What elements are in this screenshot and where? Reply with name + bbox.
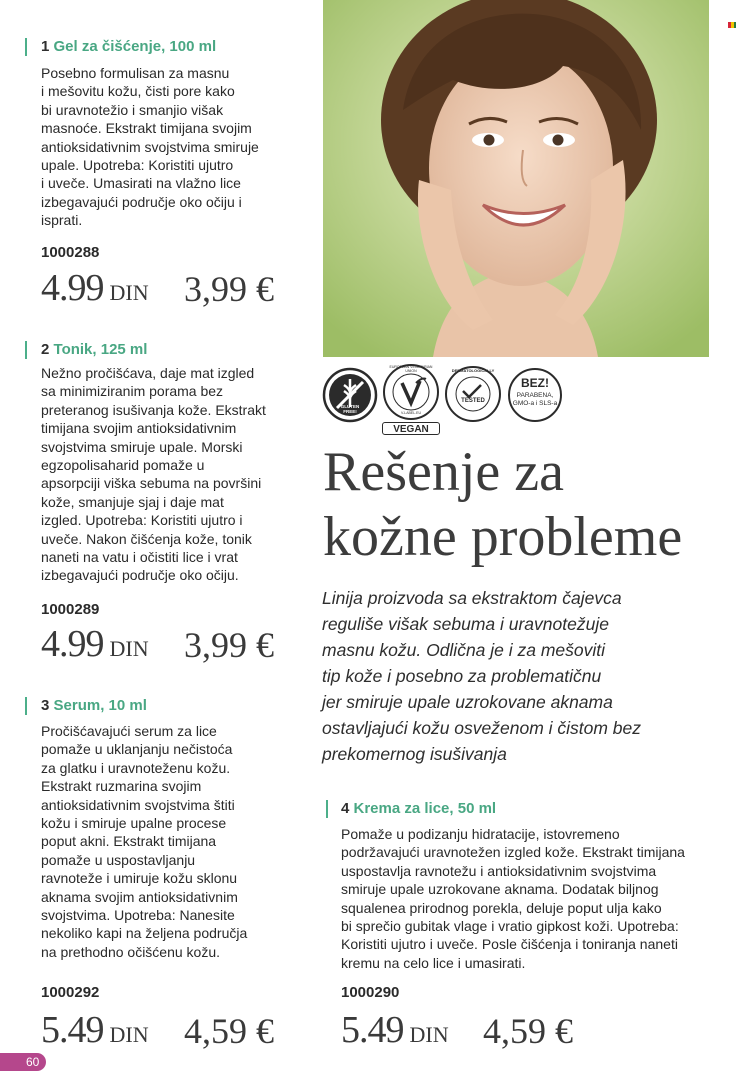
product-4-old-price: 5.49 DIN [341,1009,449,1051]
product-1-title: 1 Gel za čišćenje, 100 ml [41,38,217,55]
accent-bar-2 [25,341,27,359]
accent-bar-4 [326,800,328,818]
product-2-description: Nežno pročišćava, daje mat izgled sa minimiziranim porama bez preteranog isušivanja kože. Ekstrakt timijana svojim antioksidativnim svojstvima smiruje upale. Morski egzopolisaharid pomaže u apsorpciji viška sebuma na površini kože, smanjuje sjaj i daje mat izgled. Upotreba: Koristiti ujutro i uveče. Nakon čišćenja kože, tonik naneti na vatu i očistiti lice i vrat izbegavajući područje oko očiju. [41,365,266,584]
dermatologically-tested-badge: DERMATOLOGICALLY TESTED [444,365,502,423]
product-2-code: 1000289 [41,601,100,618]
page-number: 60 [0,1053,46,1071]
product-4-code: 1000290 [341,984,400,1001]
product-3-name: Serum, 10 ml [53,697,147,714]
product-3-code: 1000292 [41,984,100,1001]
product-1-code: 1000288 [41,244,100,261]
intro-text: Linija proizvoda sa ekstraktom čajevca reguliše višak sebuma i uravnotežuje masnu kožu. Odlična je i za mešoviti tip kože i posebno za problematičnu jer smiruje upale uzrokovane aknama ostavljajući kožu osveženom i čistom bez prekomernog isušivanja [322,588,642,764]
product-3-title: 3 Serum, 10 ml [41,697,147,714]
product-3-description: Pročišćavajući serum za lice pomaže u uklanjanju nečistoća za glatku i uravnoteženu kožu. Ekstrakt ruzmarina svojim antioksidativnim svojstvima štiti kožu i smiruje upalne procese poput akni. Ekstrakt timijana pomaže u uspostavljanju ravnoteže i umiruje kožu sklonu aknama svojim antioksidativnim svojstvima. Upotreba: Nanesite nekoliko kapi na željena područja na prethodno očišćenu kožu. [41,723,248,960]
product-3-new-price: 4,59 € [184,1011,274,1051]
gluten-free-badge: GLUTEN FREE! [322,367,378,423]
product-1-new-price: 3,99 € [184,269,274,309]
flag-icon [728,22,736,28]
checkmark-icon [444,365,502,423]
product-2-title: 2 Tonik, 125 ml [41,341,148,358]
wheat-icon [322,367,378,423]
page-headline: Rešenje za kožne probleme [323,441,683,568]
accent-bar-1 [25,38,27,56]
product-2-old-price: 4.99 DIN [41,623,149,665]
vegan-badge: EUROPEAN VEGETARIAN UNION V-LABEL.EU VEGAN [382,363,440,437]
woman-portrait-image [323,0,709,357]
product-1-name: Gel za čišćenje, 100 ml [53,38,217,55]
product-2-name: Tonik, 125 ml [53,341,148,358]
product-1-description: Posebno formulisan za masnu i mešovitu kožu, čisti pore kako bi uravnotežio i smanjio višak masnoće. Ekstrakt timijana svojim antioksidativnim svojstvima smiruje upale. Upotreba: Koristiti ujutro i uveče. Umasirati na vlažno lice izbegavajući područje oko očiju i isprati. [41,65,259,229]
product-2-new-price: 3,99 € [184,625,274,665]
product-4-title: 4 Krema za lice, 50 ml [341,800,497,817]
accent-bar-3 [25,697,27,715]
product-4-name: Krema za lice, 50 ml [353,800,497,817]
hero-photo [323,0,709,357]
product-4-new-price: 4,59 € [483,1011,573,1051]
bez-parabena-badge: BEZ! PARABENA, GMO-a i SLS-a [507,367,563,423]
product-4-description: Pomaže u podizanju hidratacije, istovremeno podržavajući uravnotežen izgled kože. Ekstrakt timijana uspostavlja ravnotežu i antioksidativnim svojstvima smiruje upale uzrokovane aknama. Dodatak biljnog squalenea prirodnog porekla, deluje poput ulja kako bi sprečio gubitak vlage i vratio gipkost koži. Upotreba: Koristiti ujutro i uveče. Posle čišćenja i toniranja naneti kremu na celo lice i umasirati. [341,826,685,971]
product-1-old-price: 4.99 DIN [41,267,149,309]
product-3-old-price: 5.49 DIN [41,1009,149,1051]
